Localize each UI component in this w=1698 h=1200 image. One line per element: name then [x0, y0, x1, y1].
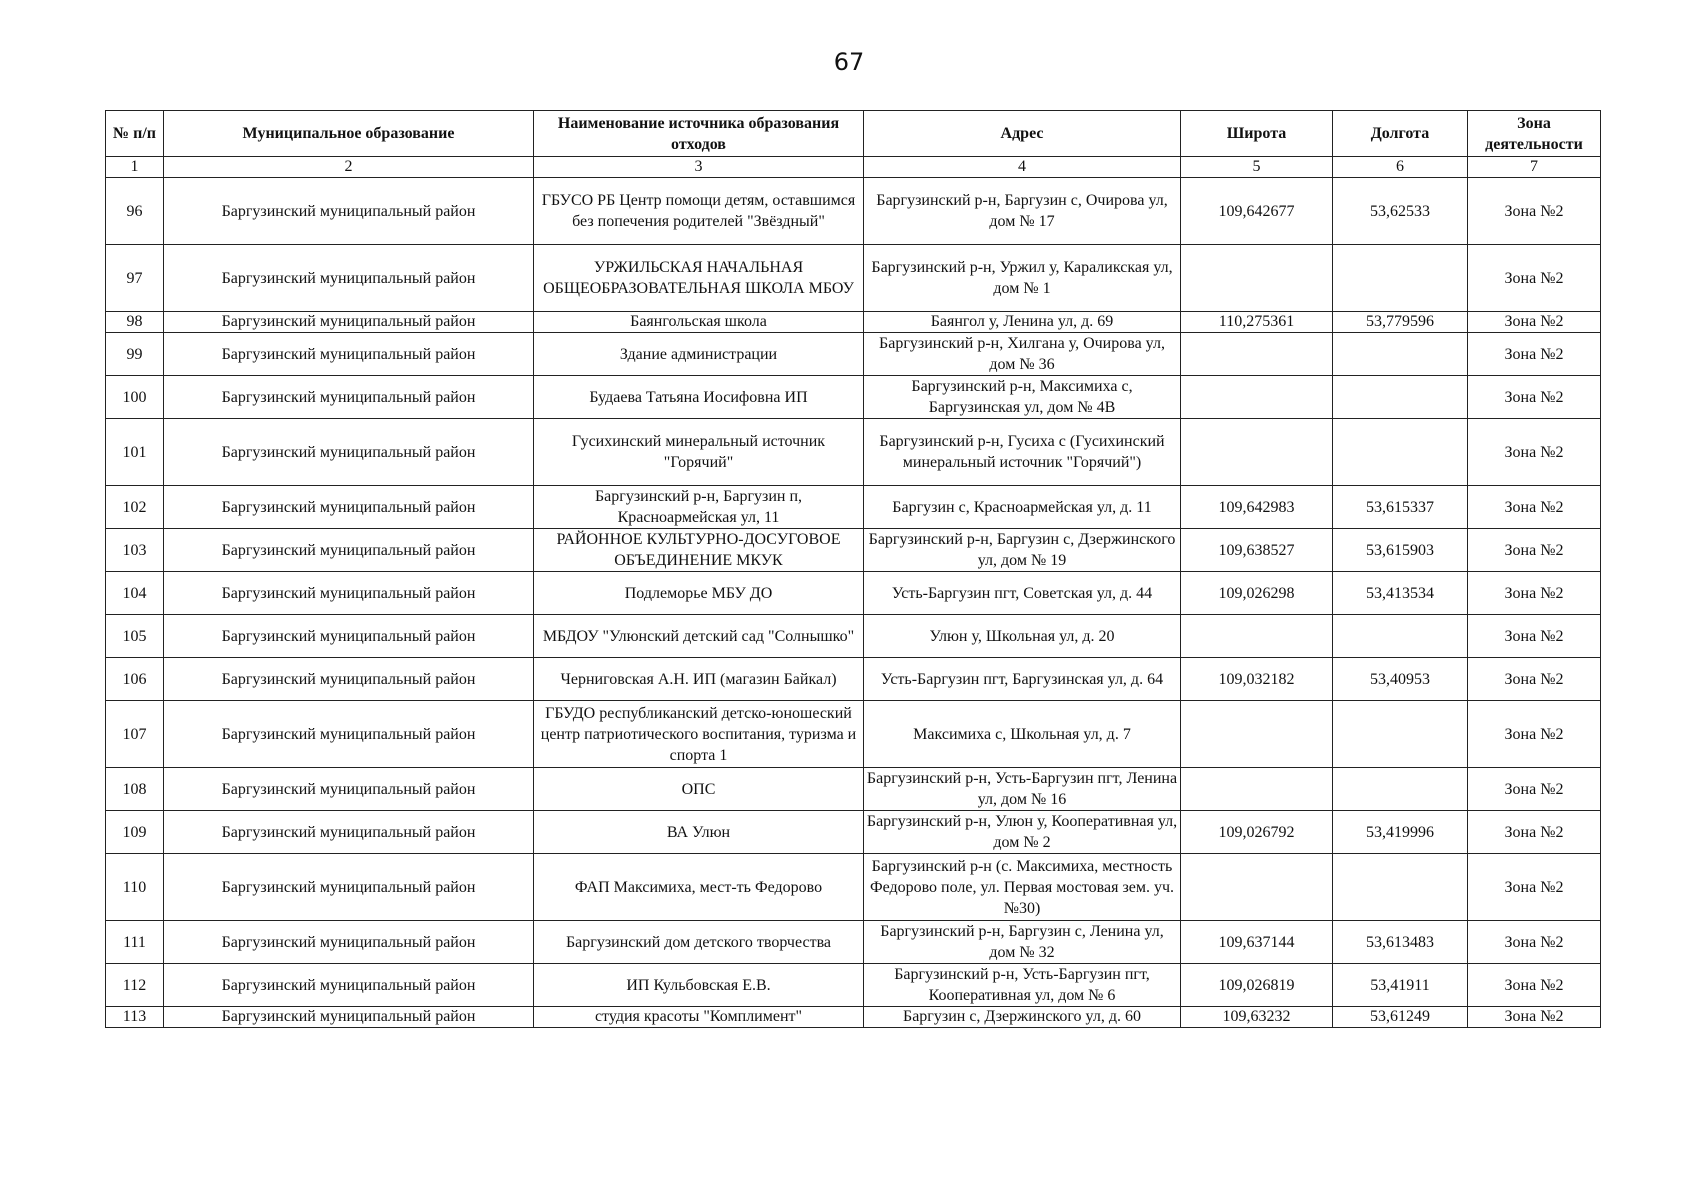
column-number: 1	[106, 157, 164, 178]
header-number: № п/п	[106, 111, 164, 157]
header-latitude: Широта	[1181, 111, 1333, 157]
row-number-cell: 104	[106, 572, 164, 615]
column-number: 7	[1468, 157, 1601, 178]
zone-cell: Зона №2	[1468, 658, 1601, 701]
table-row	[106, 333, 1601, 376]
municipality-cell: Баргузинский муниципальный район	[164, 701, 534, 768]
source-name-cell: Баргузинский р-н, Баргузин п, Красноармейская ул, 11	[534, 486, 864, 529]
source-name-cell: ГБУДО республиканский детско-юношеский центр патриотического воспитания, туризма и спорта 1	[534, 701, 864, 768]
longitude-cell	[1333, 701, 1468, 768]
waste-sources-table	[105, 110, 1601, 1028]
table-row	[106, 854, 1601, 921]
latitude-cell: 109,638527	[1181, 529, 1333, 572]
header-longitude: Долгота	[1333, 111, 1468, 157]
address-cell: Баргузинский р-н, Максимиха с, Баргузинская ул, дом № 4В	[864, 376, 1181, 419]
zone-cell: Зона №2	[1468, 419, 1601, 486]
table-row	[106, 376, 1601, 419]
longitude-cell	[1333, 376, 1468, 419]
address-cell: Баргузин с, Дзержинского ул, д. 60	[864, 1007, 1181, 1028]
latitude-cell: 109,026819	[1181, 964, 1333, 1007]
table-row	[106, 1007, 1601, 1028]
column-number: 4	[864, 157, 1181, 178]
longitude-cell	[1333, 854, 1468, 921]
latitude-cell	[1181, 419, 1333, 486]
zone-cell: Зона №2	[1468, 486, 1601, 529]
latitude-cell	[1181, 768, 1333, 811]
row-number-cell: 101	[106, 419, 164, 486]
longitude-cell: 53,419996	[1333, 811, 1468, 854]
header-row	[106, 111, 1601, 157]
longitude-cell	[1333, 419, 1468, 486]
latitude-cell: 109,642983	[1181, 486, 1333, 529]
row-number-cell: 111	[106, 921, 164, 964]
longitude-cell: 53,615903	[1333, 529, 1468, 572]
address-cell: Баргузинский р-н, Усть-Баргузин пгт, Кооперативная ул, дом № 6	[864, 964, 1181, 1007]
municipality-cell: Баргузинский муниципальный район	[164, 964, 534, 1007]
zone-cell: Зона №2	[1468, 701, 1601, 768]
header-source-name: Наименование источника образования отходов	[534, 111, 864, 157]
municipality-cell: Баргузинский муниципальный район	[164, 658, 534, 701]
table-row	[106, 964, 1601, 1007]
municipality-cell: Баргузинский муниципальный район	[164, 1007, 534, 1028]
table-row	[106, 572, 1601, 615]
latitude-cell	[1181, 854, 1333, 921]
zone-cell: Зона №2	[1468, 529, 1601, 572]
source-name-cell: ФАП Максимиха, мест-ть Федорово	[534, 854, 864, 921]
municipality-cell: Баргузинский муниципальный район	[164, 376, 534, 419]
longitude-cell	[1333, 615, 1468, 658]
longitude-cell: 53,41911	[1333, 964, 1468, 1007]
address-cell: Баргузинский р-н, Баргузин с, Дзержинского ул, дом № 19	[864, 529, 1181, 572]
row-number-cell: 107	[106, 701, 164, 768]
longitude-cell: 53,413534	[1333, 572, 1468, 615]
zone-cell: Зона №2	[1468, 811, 1601, 854]
table-row	[106, 178, 1601, 245]
table-body	[106, 178, 1601, 1028]
latitude-cell: 109,642677	[1181, 178, 1333, 245]
row-number-cell: 108	[106, 768, 164, 811]
table-row	[106, 768, 1601, 811]
zone-cell: Зона №2	[1468, 178, 1601, 245]
address-cell: Баргузинский р-н, Улюн у, Кооперативная ул, дом № 2	[864, 811, 1181, 854]
address-cell: Баргузинский р-н, Хилгана у, Очирова ул, дом № 36	[864, 333, 1181, 376]
address-cell: Баргузинский р-н, Уржил у, Караликская ул, дом № 1	[864, 245, 1181, 312]
address-cell: Баянгол у, Ленина ул, д. 69	[864, 312, 1181, 333]
longitude-cell: 53,779596	[1333, 312, 1468, 333]
municipality-cell: Баргузинский муниципальный район	[164, 419, 534, 486]
zone-cell: Зона №2	[1468, 964, 1601, 1007]
longitude-cell	[1333, 333, 1468, 376]
source-name-cell: УРЖИЛЬСКАЯ НАЧАЛЬНАЯ ОБЩЕОБРАЗОВАТЕЛЬНАЯ ШКОЛА МБОУ	[534, 245, 864, 312]
address-cell: Улюн у, Школьная ул, д. 20	[864, 615, 1181, 658]
table-row	[106, 245, 1601, 312]
source-name-cell: РАЙОННОЕ КУЛЬТУРНО-ДОСУГОВОЕ ОБЪЕДИНЕНИЕ МКУК	[534, 529, 864, 572]
source-name-cell: Черниговская А.Н. ИП (магазин Байкал)	[534, 658, 864, 701]
row-number-cell: 113	[106, 1007, 164, 1028]
header-zone: Зона деятельности	[1468, 111, 1601, 157]
row-number-cell: 103	[106, 529, 164, 572]
address-cell: Баргузинский р-н, Усть-Баргузин пгт, Ленина ул, дом № 16	[864, 768, 1181, 811]
header-municipality: Муниципальное образование	[164, 111, 534, 157]
column-number: 6	[1333, 157, 1468, 178]
row-number-cell: 109	[106, 811, 164, 854]
latitude-cell: 109,637144	[1181, 921, 1333, 964]
source-name-cell: ГБУСО РБ Центр помощи детям, оставшимся без попечения родителей "Звёздный"	[534, 178, 864, 245]
row-number-cell: 99	[106, 333, 164, 376]
row-number-cell: 102	[106, 486, 164, 529]
table-row	[106, 615, 1601, 658]
zone-cell: Зона №2	[1468, 376, 1601, 419]
column-number: 3	[534, 157, 864, 178]
row-number-cell: 96	[106, 178, 164, 245]
zone-cell: Зона №2	[1468, 312, 1601, 333]
table-row	[106, 486, 1601, 529]
zone-cell: Зона №2	[1468, 245, 1601, 312]
column-number: 2	[164, 157, 534, 178]
row-number-cell: 110	[106, 854, 164, 921]
zone-cell: Зона №2	[1468, 572, 1601, 615]
municipality-cell: Баргузинский муниципальный район	[164, 768, 534, 811]
address-cell: Баргузинский р-н, Гусиха с (Гусихинский минеральный источник "Горячий")	[864, 419, 1181, 486]
row-number-cell: 106	[106, 658, 164, 701]
table-row	[106, 811, 1601, 854]
longitude-cell: 53,615337	[1333, 486, 1468, 529]
longitude-cell	[1333, 245, 1468, 312]
source-name-cell: ОПС	[534, 768, 864, 811]
latitude-cell: 109,026792	[1181, 811, 1333, 854]
source-name-cell: студия красоты "Комплимент"	[534, 1007, 864, 1028]
column-number: 5	[1181, 157, 1333, 178]
header-address: Адрес	[864, 111, 1181, 157]
latitude-cell: 109,63232	[1181, 1007, 1333, 1028]
address-cell: Баргузин с, Красноармейская ул, д. 11	[864, 486, 1181, 529]
latitude-cell: 109,032182	[1181, 658, 1333, 701]
table-row	[106, 529, 1601, 572]
zone-cell: Зона №2	[1468, 615, 1601, 658]
source-name-cell: Гусихинский минеральный источник "Горячий"	[534, 419, 864, 486]
table-row	[106, 658, 1601, 701]
latitude-cell	[1181, 701, 1333, 768]
zone-cell: Зона №2	[1468, 921, 1601, 964]
latitude-cell: 109,026298	[1181, 572, 1333, 615]
source-name-cell: МБДОУ "Улюнский детский сад "Солнышко"	[534, 615, 864, 658]
municipality-cell: Баргузинский муниципальный район	[164, 854, 534, 921]
source-name-cell: Баргузинский дом детского творчества	[534, 921, 864, 964]
latitude-cell	[1181, 376, 1333, 419]
address-cell: Баргузинский р-н, Баргузин с, Ленина ул, дом № 32	[864, 921, 1181, 964]
municipality-cell: Баргузинский муниципальный район	[164, 486, 534, 529]
longitude-cell: 53,40953	[1333, 658, 1468, 701]
address-cell: Баргузинский р-н, Баргузин с, Очирова ул, дом № 17	[864, 178, 1181, 245]
source-name-cell: Подлеморье МБУ ДО	[534, 572, 864, 615]
municipality-cell: Баргузинский муниципальный район	[164, 811, 534, 854]
source-name-cell: Баянгольская школа	[534, 312, 864, 333]
page-number: 67	[833, 48, 865, 76]
zone-cell: Зона №2	[1468, 854, 1601, 921]
municipality-cell: Баргузинский муниципальный район	[164, 615, 534, 658]
source-name-cell: Будаева Татьяна Иосифовна ИП	[534, 376, 864, 419]
municipality-cell: Баргузинский муниципальный район	[164, 312, 534, 333]
longitude-cell: 53,61249	[1333, 1007, 1468, 1028]
table-row	[106, 921, 1601, 964]
source-name-cell: Здание администрации	[534, 333, 864, 376]
column-number-row	[106, 157, 1601, 178]
longitude-cell: 53,613483	[1333, 921, 1468, 964]
row-number-cell: 98	[106, 312, 164, 333]
municipality-cell: Баргузинский муниципальный район	[164, 572, 534, 615]
row-number-cell: 100	[106, 376, 164, 419]
source-name-cell: ВА Улюн	[534, 811, 864, 854]
address-cell: Усть-Баргузин пгт, Советская ул, д. 44	[864, 572, 1181, 615]
latitude-cell	[1181, 245, 1333, 312]
zone-cell: Зона №2	[1468, 768, 1601, 811]
municipality-cell: Баргузинский муниципальный район	[164, 921, 534, 964]
table-row	[106, 701, 1601, 768]
row-number-cell: 97	[106, 245, 164, 312]
zone-cell: Зона №2	[1468, 333, 1601, 376]
row-number-cell: 105	[106, 615, 164, 658]
municipality-cell: Баргузинский муниципальный район	[164, 245, 534, 312]
latitude-cell	[1181, 615, 1333, 658]
address-cell: Максимиха с, Школьная ул, д. 7	[864, 701, 1181, 768]
longitude-cell: 53,62533	[1333, 178, 1468, 245]
longitude-cell	[1333, 768, 1468, 811]
zone-cell: Зона №2	[1468, 1007, 1601, 1028]
municipality-cell: Баргузинский муниципальный район	[164, 178, 534, 245]
latitude-cell: 110,275361	[1181, 312, 1333, 333]
address-cell: Баргузинский р-н (с. Максимиха, местность Федорово поле, ул. Первая мостовая зем. уч. №30)	[864, 854, 1181, 921]
latitude-cell	[1181, 333, 1333, 376]
table-row	[106, 419, 1601, 486]
source-name-cell: ИП Кульбовская Е.В.	[534, 964, 864, 1007]
municipality-cell: Баргузинский муниципальный район	[164, 529, 534, 572]
row-number-cell: 112	[106, 964, 164, 1007]
table-row	[106, 312, 1601, 333]
address-cell: Усть-Баргузин пгт, Баргузинская ул, д. 64	[864, 658, 1181, 701]
municipality-cell: Баргузинский муниципальный район	[164, 333, 534, 376]
